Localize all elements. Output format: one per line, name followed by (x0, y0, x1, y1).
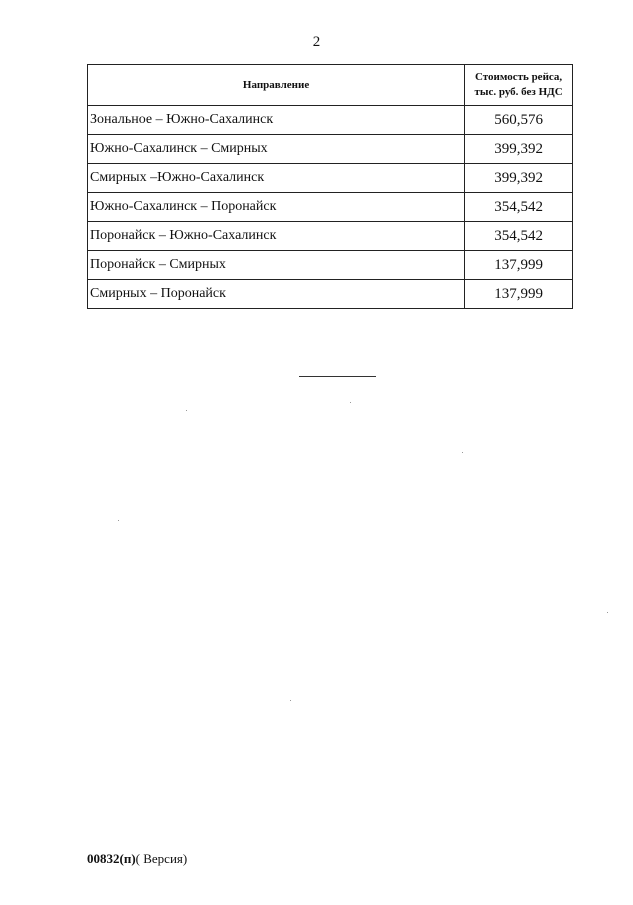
table-row (88, 106, 573, 135)
route-cell: Смирных –Южно-Сахалинск (88, 164, 465, 193)
route-cell: Смирных – Поронайск (88, 280, 465, 309)
cost-cell: 399,392 (465, 164, 573, 193)
routes-cost-table (87, 64, 573, 309)
route-cell: Зональное – Южно-Сахалинск (88, 106, 465, 135)
document-version: ( Версия) (135, 851, 188, 866)
cost-header-line1: Стоимость рейса, (474, 71, 563, 83)
cost-cell: 560,576 (465, 106, 573, 135)
route-cell: Южно-Сахалинск – Смирных (88, 135, 465, 164)
document-code: 00832(п) (87, 851, 136, 866)
table-row (88, 280, 573, 309)
table-header-row (88, 65, 573, 106)
cost-cell: 354,542 (465, 222, 573, 251)
table-row (88, 193, 573, 222)
route-column-header: Направление (88, 65, 465, 106)
cost-header-line2: тыс. руб. без НДС (474, 86, 563, 98)
route-cell: Поронайск – Южно-Сахалинск (88, 222, 465, 251)
cost-cell: 354,542 (465, 193, 573, 222)
route-cell: Южно-Сахалинск – Поронайск (88, 193, 465, 222)
cost-column-header (465, 65, 573, 106)
route-cell: Поронайск – Смирных (88, 251, 465, 280)
scan-speck (290, 700, 291, 701)
cost-cell: 137,999 (465, 280, 573, 309)
cost-cell: 399,392 (465, 135, 573, 164)
table-row (88, 222, 573, 251)
scan-speck (462, 452, 463, 453)
cost-cell: 137,999 (465, 251, 573, 280)
page-number: 2 (312, 34, 321, 50)
table-row (88, 164, 573, 193)
table-row (88, 251, 573, 280)
scan-speck (186, 410, 187, 411)
end-divider-line (299, 376, 376, 377)
scan-speck (607, 612, 608, 613)
table-row (88, 135, 573, 164)
document-footer (87, 851, 187, 867)
scan-speck (350, 402, 351, 403)
scan-speck (118, 520, 119, 521)
